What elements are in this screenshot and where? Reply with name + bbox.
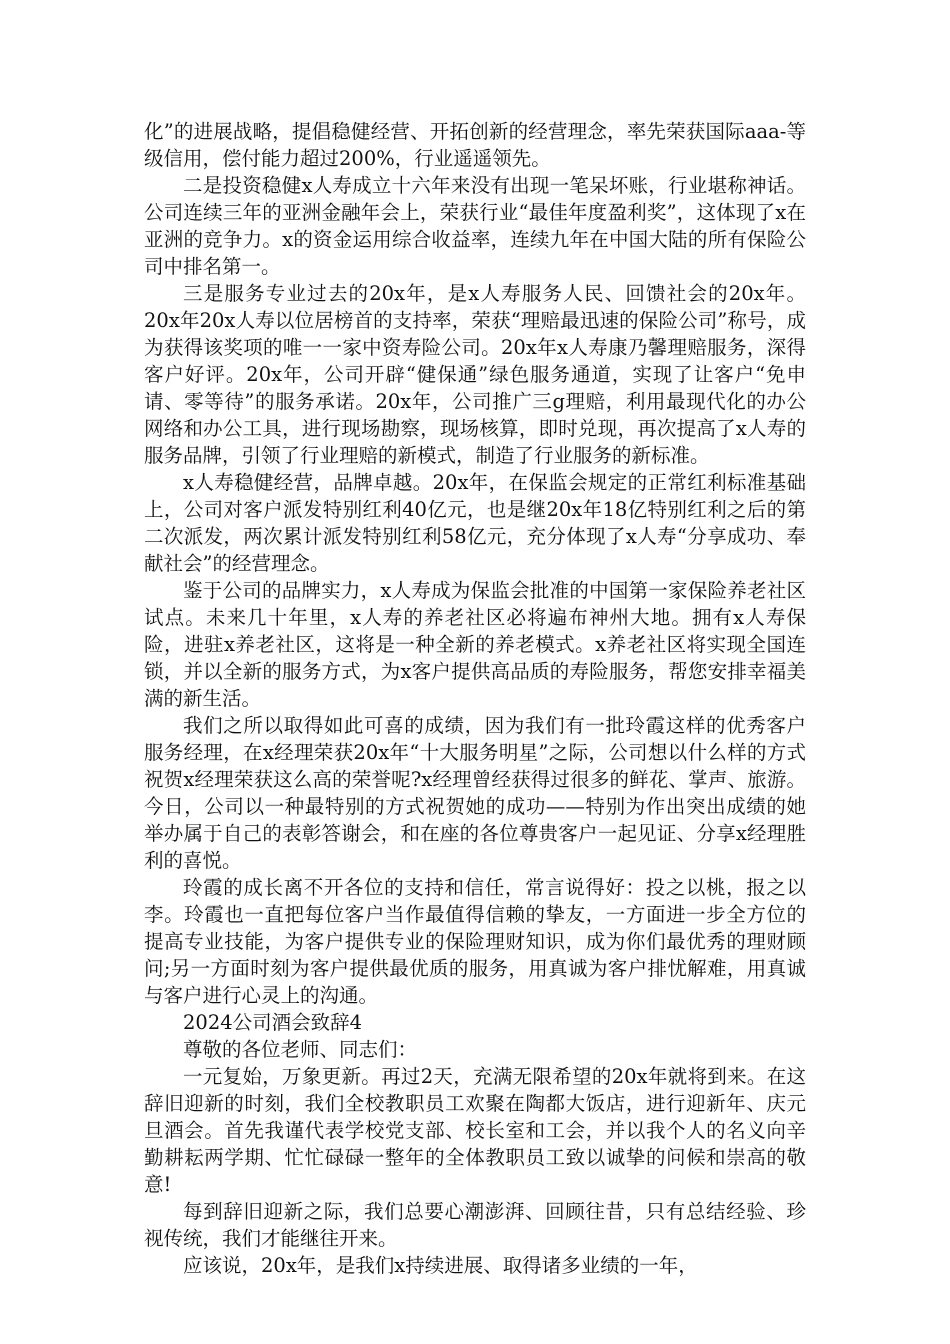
document-body (144, 118, 806, 1279)
paragraph: 二是投资稳健x人寿成立十六年来没有出现一笔呆坏账，行业堪称神话。公司连续三年的亚洲金融年会上，荣获行业“最佳年度盈利奖”，这体现了x在亚洲的竞争力。x的资金运用综合收益率，连续九年在中国大陆的所有保险公司中排名第一。 (144, 174, 806, 278)
paragraph: 化”的进展战略，提倡稳健经营、开拓创新的经营理念，率先荣获国际aaa-等级信用，偿付能力超过200%，行业遥遥领先。 (144, 120, 806, 170)
section-heading: 2024公司酒会致辞4 (183, 1011, 363, 1034)
paragraph: x人寿稳健经营，品牌卓越。20x年，在保监会规定的正常红利标准基础上，公司对客户派发特别红利40亿元，也是继20x年18亿特别红利之后的第二次派发，两次累计派发特别红利58亿元，充分体现了x人寿“分享成功、奉献社会”的经营理念。 (144, 471, 806, 575)
paragraph: 每到辞旧迎新之际，我们总要心潮澎湃、回顾往昔，只有总结经验、珍视传统，我们才能继往开来。 (144, 1200, 806, 1250)
paragraph: 三是服务专业过去的20x年，是x人寿服务人民、回馈社会的20x年。20x年20x人寿以位居榜首的支持率，荣获“理赔最迅速的保险公司”称号，成为获得该奖项的唯一一家中资寿险公司。20x年x人寿康乃馨理赔服务，深得客户好评。20x年，公司开辟“健保通”绿色服务通道，实现了让客户“免申请、零等待”的服务承诺。20x年，公司推广三g理赔，利用最现代化的办公网络和办公工具，进行现场勘察，现场核算，即时兑现，再次提高了x人寿的服务品牌，引领了行业理赔的新模式，制造了行业服务的新标准。 (144, 282, 806, 467)
paragraph: 玲霞的成长离不开各位的支持和信任，常言说得好：投之以桃，报之以李。玲霞也一直把每位客户当作最值得信赖的挚友，一方面进一步全方位的提高专业技能，为客户提供专业的保险理财知识，成为你们最优秀的理财顾问;另一方面时刻为客户提供最优质的服务，用真诚为客户排忧解难，用真诚与客户进行心灵上的沟通。 (144, 876, 806, 1007)
paragraph: 应该说，20x年，是我们x持续进展、取得诸多业绩的一年， (183, 1254, 698, 1277)
paragraph: 鉴于公司的品牌实力，x人寿成为保监会批准的中国第一家保险养老社区试点。未来几十年里，x人寿的养老社区必将遍布神州大地。拥有x人寿保险，进驻x养老社区，这将是一种全新的养老模式。x养老社区将实现全国连锁，并以全新的服务方式，为x客户提供高品质的寿险服务，帮您安排幸福美满的新生活。 (144, 579, 806, 710)
salutation: 尊敬的各位老师、同志们： (183, 1038, 418, 1061)
paragraph: 我们之所以取得如此可喜的成绩，因为我们有一批玲霞这样的优秀客户服务经理，在x经理荣获20x年“十大服务明星”之际，公司想以什么样的方式祝贺x经理荣获这么高的荣誉呢?x经理曾经获得过很多的鲜花、掌声、旅游。今日，公司以一种最特别的方式祝贺她的成功——特别为作出突出成绩的她举办属于自己的表彰答谢会，和在座的各位尊贵客户一起见证、分享x经理胜利的喜悦。 (144, 714, 806, 872)
paragraph: 一元复始，万象更新。再过2天，充满无限希望的20x年就将到来。在这辞旧迎新的时刻，我们全校教职员工欢聚在陶都大饭店，进行迎新年、庆元旦酒会。首先我谨代表学校党支部、校长室和工会，并以我个人的名义向辛勤耕耘两学期、忙忙碌碌一整年的全体教职员工致以诚挚的问候和崇高的敬意! (144, 1065, 806, 1196)
